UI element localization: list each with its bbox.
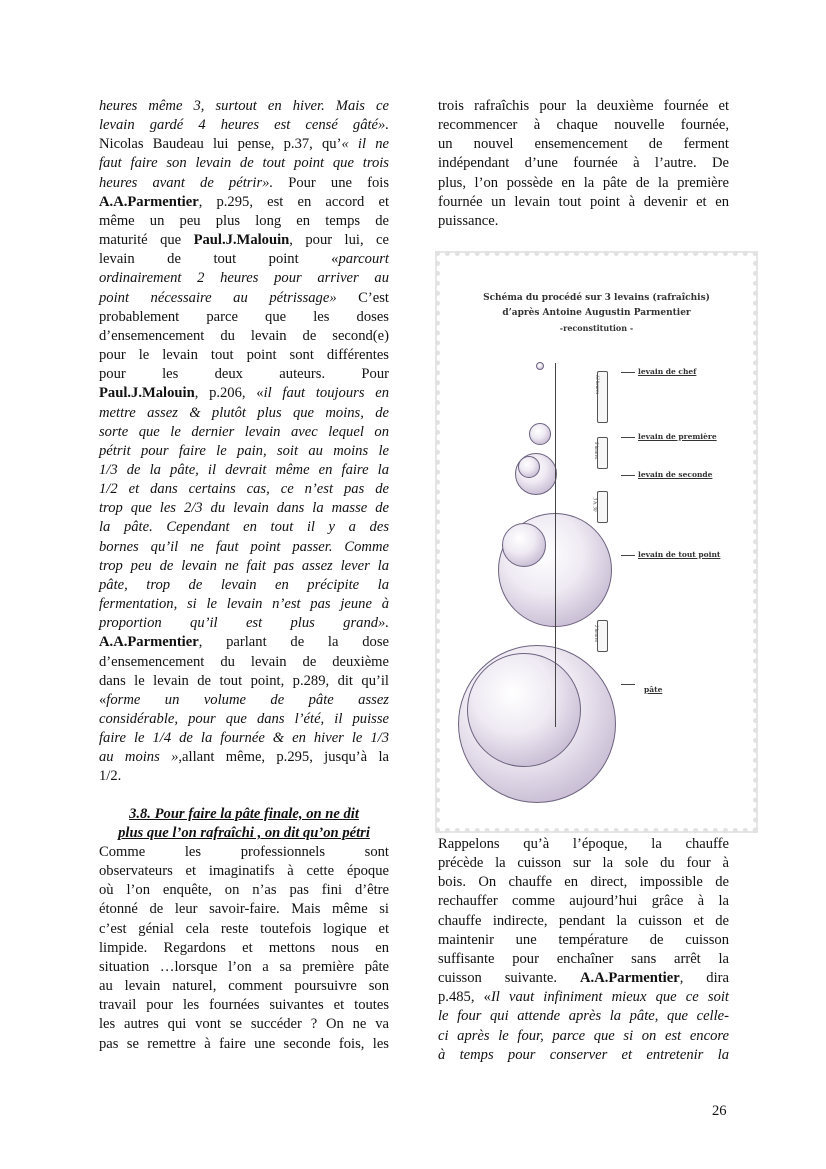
left-column-line: trop peu de levain ne fait pas assez lever la [99, 557, 389, 574]
right-top-line: trois rafraîchis pour la deuxième fournée et [438, 98, 729, 114]
right-bottom-line: cuisson suivante. A.A.Parmentier, dira [438, 970, 729, 987]
levain-premiere-bubble [529, 423, 551, 445]
page-number: 26 [712, 1103, 727, 1119]
left-column-line: Paul.J.Malouin, p.206, «il faut toujours en [99, 385, 389, 402]
duration-scroll-4: 2 heures [597, 620, 608, 652]
section-body-line: situation …lorsque l’on a sa première pâte [99, 958, 389, 975]
left-column-line: A.A.Parmentier, p.295, est en accord et [99, 193, 389, 210]
levain-tout-point-inner-bubble [467, 653, 581, 767]
left-column-line: faut faire son levain de tout point que trois [99, 155, 389, 172]
right-bottom-line: précède la cuisson sur la sole du four à [438, 855, 729, 872]
right-top-paragraph [438, 97, 729, 231]
left-column-line: Nicolas Baudeau lui pense, p.37, qu’« il ne [99, 136, 389, 153]
left-column-line: 1/3 de la pâte, il devrait même en faire la [99, 461, 389, 478]
left-column-line: trop que les 2/3 du levain dans la masse de [99, 500, 389, 517]
section-body-line: Comme les professionnels sont [99, 843, 389, 860]
arrow-chef [621, 372, 635, 373]
section-paragraph [99, 843, 389, 1054]
section-body-line: au levain naturel, comment poursuivre son [99, 978, 389, 995]
left-column-line: probablement parce que les doses [99, 308, 389, 325]
label-levain-tout-point: levain de tout point [638, 550, 721, 559]
section-body-line: pas se remettre à faire une seconde fois, les [99, 1035, 389, 1052]
right-bottom-line: suffisante pour enchaîner sans arrêt la [438, 950, 729, 967]
right-bottom-line: bois. On chauffe en direct, impossible de [438, 874, 729, 891]
left-column-line: dans le levain de tout point, p.289, dit qu’il [99, 672, 389, 689]
left-column-line: au moins »,allant même, p.295, jusqu’à la [99, 749, 389, 766]
section-heading-line-1: 3.8. Pour faire la pâte finale, on ne dit [129, 805, 359, 822]
bracket-seconde [555, 492, 556, 587]
left-column-line: heures avant de pétrir». Pour une fois [99, 174, 389, 191]
left-column-line: levain gardé 4 heures est censé gâté». [99, 117, 389, 134]
left-column-line: fermentation, si le levain n’est pas jeune à [99, 596, 389, 613]
right-bottom-line: p.485, «Il vaut infiniment mieux que ce soit [438, 989, 729, 1006]
right-bottom-line: Rappelons qu’à l’époque, la chauffe [438, 836, 729, 852]
left-column-line: pétrit pour faire le pain, soit au moins le [99, 442, 389, 459]
section-body-line: les autres qui vont se succéder ? On ne va [99, 1016, 389, 1033]
left-column-line: 1/2. [99, 768, 122, 785]
arrow-pate [621, 684, 635, 685]
bracket-tout-point [555, 587, 556, 727]
duration-scroll-2: 5 heures [597, 437, 608, 469]
levain-seconde-inner-bubble [502, 523, 546, 567]
left-column-line: heures même 3, surtout en hiver. Mais ce [99, 98, 389, 114]
left-column-line: bornes qu’il ne faut point passer. Comme [99, 538, 389, 555]
left-column-line: proportion qu’il est plus grand». [99, 615, 389, 632]
right-bottom-paragraph [438, 835, 729, 1065]
label-levain-chef: levain de chef [638, 367, 697, 376]
arrow-tout-point [621, 555, 635, 556]
right-column-top [438, 97, 729, 231]
left-column [99, 97, 389, 1054]
right-top-line: puissance. [438, 212, 499, 229]
duration-scroll-1: 12 heures [597, 371, 608, 423]
arrow-premiere [621, 437, 635, 438]
section-heading-line-2: plus que l’on rafraîchi , on dit qu’on pétri [118, 824, 370, 841]
right-top-line: plus, l’on possède en la pâte de la première [438, 174, 729, 191]
left-column-line: mettre assez & plutôt plus que moins, de [99, 404, 389, 421]
left-column-line: sorte que le dernier levain avec lequel on [99, 423, 389, 440]
figure-subtitle: d’après Antoine Augustin Parmentier [502, 308, 691, 318]
label-levain-premiere: levain de première [638, 432, 717, 441]
left-column-line: maturité que Paul.J.Malouin, pour lui, ce [99, 232, 389, 249]
right-bottom-line: le four qui attende après la pâte, que celle- [438, 1008, 729, 1025]
right-bottom-line: chauffe indirecte, pendant la cuisson et de [438, 912, 729, 929]
left-column-line: d’ensemencement du levain de deuxième [99, 653, 389, 670]
figure-title: Schéma du procédé sur 3 levains (rafraîchis) [483, 293, 710, 303]
right-bottom-line: maintenir une température de cuisson [438, 931, 729, 948]
left-column-line: ordinairement 2 heures pour arriver au [99, 270, 389, 287]
left-column-line: considérable, pour que dans l’été, il puisse [99, 711, 389, 727]
duration-scroll-3: 3 h. 30 [597, 491, 608, 523]
arrow-seconde [621, 475, 635, 476]
left-column-line: pâte, trop de levain en précipite la [99, 576, 389, 593]
section-body-line: limpide. Regardons et mettons nous en [99, 939, 389, 956]
section-body-line: c’est génial cela reste toutefois logique et [99, 920, 389, 937]
left-column-line: pour le levain tout point sont différentes [99, 347, 389, 364]
left-column-line: d’ensemencement du levain de second(e) [99, 327, 389, 344]
levain-premiere-inner-bubble [518, 456, 540, 478]
right-top-line: indépendant d’une fournée à l’autre. De [438, 155, 729, 172]
figure-note: -reconstitution - [559, 323, 634, 333]
leavening-diagram [435, 251, 758, 833]
left-column-line: faire le 1/4 de la fournée & en hiver le 1/3 [99, 730, 389, 747]
label-pate: pâte [644, 685, 663, 694]
right-top-line: fournée un levain tout point à devenir et en [438, 193, 729, 210]
section-body-line: où l’on enquête, on n’as pas fini d’être [99, 882, 389, 899]
section-body-line: observateurs et imaginatifs à cette époque [99, 863, 389, 880]
left-column-line: levain de tout point «parcourt [99, 251, 389, 268]
section-body-line: étonné de leur savoir-faire. Mais même si [99, 901, 389, 918]
left-column-line: pour les deux auteurs. Pour [99, 366, 389, 383]
bracket-premiere [555, 432, 556, 492]
label-levain-seconde: levain de seconde [638, 470, 713, 479]
left-column-line: point nécessaire au pétrissage» C’est [99, 289, 389, 306]
left-column-line: 1/2 et dans certains cas, ce n’est pas de [99, 481, 389, 498]
right-top-line: recommencer à chaque nouvelle fournée, [438, 117, 729, 134]
section-body-line: travail pour les fournées suivantes et toutes [99, 997, 389, 1014]
right-column-bottom [438, 835, 729, 1065]
bracket-chef [555, 363, 556, 433]
levain-chef-bubble [536, 362, 544, 370]
right-bottom-line: à temps pour conserver et entretenir la [438, 1046, 729, 1063]
left-paragraph [99, 97, 389, 787]
left-column-line: la pâte. Cependant en tout il y a des [99, 519, 389, 536]
left-column-line: même un peu plus long en temps de [99, 212, 389, 229]
right-bottom-line: rechauffer comme aujourd’hui grâce à la [438, 893, 729, 910]
right-bottom-line: ci après le four, parce que si on est encore [438, 1027, 729, 1044]
left-column-line: A.A.Parmentier, parlant de la dose [99, 634, 389, 651]
right-top-line: un nouvel ensemencement de ferment [438, 136, 729, 153]
left-column-line: «forme un volume de pâte assez [99, 691, 389, 708]
